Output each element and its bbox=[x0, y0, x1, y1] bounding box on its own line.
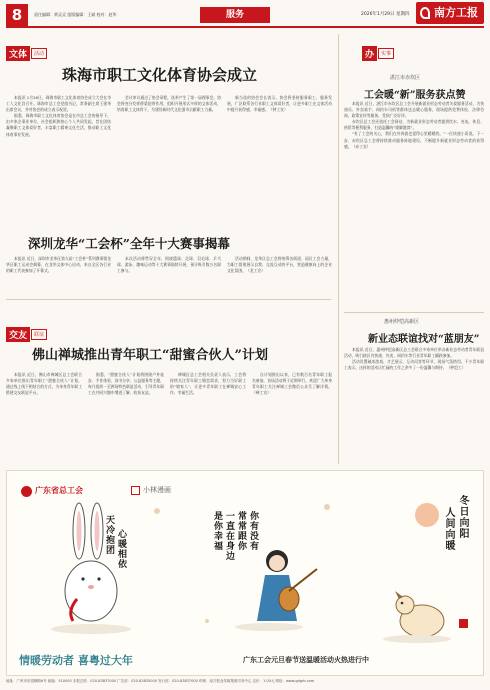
ad-bunny-text-1: 天冷抱团 bbox=[104, 515, 114, 555]
article3-label-main: 交友 bbox=[6, 327, 30, 342]
article1-label-main: 文体 bbox=[6, 46, 30, 61]
article3-headline: 佛山禅城推出青年职工“甜蜜合伙人”计划 bbox=[32, 348, 268, 363]
article3-body-col4 bbox=[252, 372, 332, 462]
ad-guitar-text-2: 常常跟你 bbox=[236, 511, 246, 551]
editors-line: 责任编辑：黄灵灵 组版编辑：王斌 校对：赵华 bbox=[34, 12, 117, 17]
right2-body bbox=[344, 347, 484, 461]
article3-label-sub: 联谊 bbox=[31, 329, 47, 340]
right1-label-main: 办 bbox=[362, 46, 377, 61]
page-footer: 地址：广州市东园横路6号 邮编：510000 本报总机：020-83837000 广告部：020-83835000 发行部：020-83837000 印刷：南方报业传媒集团印务中心 定价：1.00元 网址：www.gdgrb.com bbox=[6, 679, 315, 683]
right1-headline: 工会暖“新”服务获点赞 bbox=[364, 90, 466, 101]
article1-body-col1 bbox=[6, 95, 111, 229]
ad-logo-text: 广东省总工会 bbox=[35, 485, 83, 495]
right2-paragraph: 本报讯 近日，惠州仲恺高新区总工会联合多家单位举办新业态劳动者青年联谊活动，吸引辖区内快递、外卖、网约车等行业青年职工踊跃参加。 bbox=[344, 347, 484, 359]
article2-headline: 深圳龙华“工会杯”全年十大赛事揭幕 bbox=[28, 236, 230, 251]
right2-kicker: 惠州仲恺高新区 bbox=[384, 319, 420, 325]
article1-body-col3 bbox=[227, 95, 332, 229]
article3-paragraph: 自计划推出以来，已有数百名青年职工报名参加，首场活动将于近期举行，欢迎广大单身青年职工关注禅城工会微信公众号了解详情。（禅工宣） bbox=[252, 372, 332, 396]
column-divider bbox=[338, 34, 339, 464]
article1-column-label bbox=[6, 46, 47, 61]
article3-paragraph: 禅城区总工会相关负责人表示，工会将持续关注青年职工婚恋需求，努力当好职工的“娘家人”，让更多青年职工在禅城安心工作、幸福生活。 bbox=[170, 372, 246, 396]
article2-body-col3 bbox=[227, 256, 332, 296]
article2-paragraph: 本报讯 近日，深圳市龙华区第九届“工会杯”系列赛事暨龙华区职工运动会揭幕，在龙华文体中心启动，来自全区各行业的职工代表参加了开幕式。 bbox=[6, 256, 111, 274]
article3-body-col2 bbox=[88, 372, 164, 462]
ad-right-text-1: 冬日向阳 bbox=[457, 495, 468, 539]
red-seal-icon bbox=[459, 619, 468, 628]
article3-paragraph: 本报讯 近日，佛山市禅城区总工会联合多家单位推出青年职工“甜蜜合伙人”计划，通过线上线下相结合的方式，为单身青年职工搭建交友联谊平台。 bbox=[6, 372, 82, 396]
article2-paragraph: 活动期间，龙华区总工会将统筹各街道、园区工会力量，为职工搭建展示自我、交流互动的平台，营造健康向上的企业文化氛围。（龙工宣） bbox=[227, 256, 332, 274]
article1-paragraph: 新当选的协会会长表示，协会将坚持服务职工、服务发展，广泛联系各行业职工文体爱好者，让更多职工在文体活动中提升获得感、幸福感。（钟工宣） bbox=[227, 95, 332, 113]
ad-brand-text: 小林漫画 bbox=[143, 486, 171, 494]
right1-paragraph: 本报讯 近日，湛江市赤坎区总工会开展新就业形态劳动者关爱服务活动，为快递员、外卖骑手、网约车司机等群体送去暖心服务，现场提供免费体检、法律咨询、政策宣传等服务，受到广泛好评。 bbox=[344, 101, 484, 119]
article1-headline: 珠海市职工文化体育协会成立 bbox=[62, 66, 258, 84]
ad-banner-slogan: 情暖劳动者 喜粤过大年 bbox=[19, 654, 133, 667]
masthead-logo-icon bbox=[420, 7, 430, 19]
right1-paragraph: 赤坎区总工会还依托工会驿站，为新就业形态劳动者提供饮水、充电、休息、热饭等便利服务，打造温馨的“歇脚港湾”。 bbox=[344, 119, 484, 131]
issue-date: 2026年1月29日 星期四 bbox=[361, 12, 410, 17]
ad-caption: 广东工会元旦春节送温暖活动火热进行中 bbox=[243, 655, 369, 664]
right1-body bbox=[344, 101, 484, 304]
masthead-title: 南方工报 bbox=[434, 6, 478, 19]
ad-guitar-text-3: 一直在身边 bbox=[224, 511, 234, 561]
ad-right-text-2: 人间向暖 bbox=[443, 507, 454, 551]
right1-label-sub: 实事 bbox=[378, 48, 394, 59]
right2-headline: 新业态联谊找对“蓝朋友” bbox=[368, 334, 480, 345]
header-rule bbox=[6, 26, 484, 28]
right2-paragraph: 活动设置破冰游戏、才艺展示、互动问答等环节，现场气氛热烈。不少青年职工表示，这样的活动让忙碌的工作之余多了一份温馨与期待。（仲恺工） bbox=[344, 359, 484, 371]
article3-column-label bbox=[6, 327, 47, 342]
article1-paragraph: 据悉，珠海市职工文化体育协会是在市总工会的指导下，由多家企事业单位、社会组织和热心个人共同发起，旨在团结凝聚职工文体爱好者，丰富职工精神文化生活，推动职工文化体育事业发展。 bbox=[6, 113, 111, 137]
advertisement bbox=[6, 470, 484, 676]
right1-paragraph: “有了工会的关心，我们在外奔波也觉得心里暖暖的。”一位快递小哥说。下一步，赤坎区总工会将持续推动服务阵地建设，不断提升新就业形态劳动者的获得感。（赤工宣） bbox=[344, 131, 484, 149]
right1-kicker: 湛江市赤坎区 bbox=[390, 75, 421, 81]
ad-bunny-text-2: 心暖相依 bbox=[116, 529, 126, 569]
divider bbox=[6, 299, 331, 300]
page-header bbox=[6, 4, 484, 36]
article1-body-col2 bbox=[117, 95, 221, 229]
article3-body-col3 bbox=[170, 372, 246, 462]
section-tag: 服务 bbox=[200, 7, 270, 23]
article2-paragraph: 本次活动将贯穿全年，围绕篮球、足球、羽毛球、乒乓球、游泳、趣味运动等十大赛事陆续开展，预计吸引数万名职工参与。 bbox=[117, 256, 221, 274]
spacer bbox=[6, 206, 331, 207]
right1-column-label bbox=[362, 46, 394, 61]
ad-guitar-text-4: 是你幸福 bbox=[212, 511, 222, 551]
article1-paragraph: 本报讯 1月26日，珠海市职工文化体育协会成立大会在市工人文化宫召开。珠海市总工会党组书记、常务副主席王建华出席会议，并对协会的成立表示祝贺。 bbox=[6, 95, 111, 113]
article3-body-col1 bbox=[6, 372, 82, 462]
article3-paragraph: 据悉，“甜蜜合伙人”计划将围绕户外徒步、手作体验、读书分享、公益服务等主题，每月组织一至两场特色联谊活动，引导青年职工在共同兴趣中增进了解、收获友谊。 bbox=[88, 372, 164, 396]
newspaper-masthead bbox=[416, 2, 484, 24]
article1-paragraph: 会议审议通过了协会章程，选举产生了第一届理事会。协会将充分发挥桥梁纽带作用，组织开展形式多样的文体活动，培育职工文体骨干，为建设新时代文化强市贡献职工力量。 bbox=[117, 95, 221, 113]
page-number: 8 bbox=[6, 4, 28, 26]
article2-body-col1 bbox=[6, 256, 111, 296]
ad-guitar-text-1: 你有没有 bbox=[248, 511, 258, 551]
divider bbox=[344, 312, 484, 313]
article1-label-sub: 活动 bbox=[31, 48, 47, 59]
article2-body-col2 bbox=[117, 256, 221, 296]
